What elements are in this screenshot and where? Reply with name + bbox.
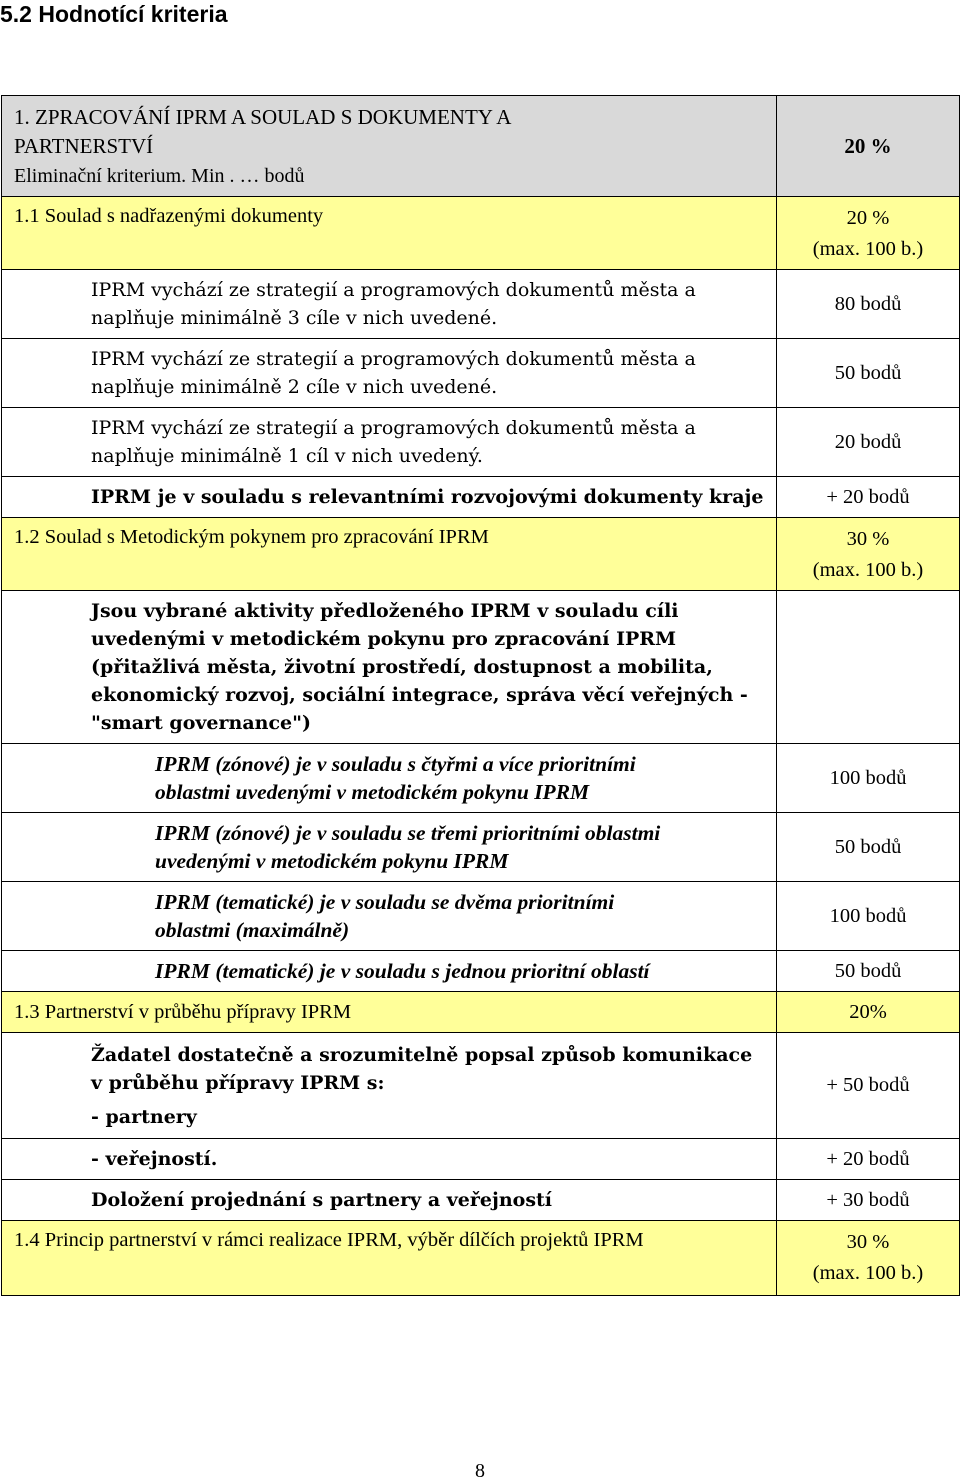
criterion-points: 50 bodů (777, 813, 960, 882)
section-1-2-max: (max. 100 b.) (812, 559, 924, 581)
criteria-table (1, 95, 960, 1296)
criterion-intro-text: (přitažlivá města, životní prostředí, dostupnost a mobilita, (91, 656, 713, 678)
page-number: 8 (475, 1460, 485, 1482)
criterion-text: Doložení projednání s partnery a veřejností (91, 1189, 553, 1211)
criteria-title-line2: PARTNERSTVÍ (14, 134, 154, 158)
criterion-row (2, 270, 960, 339)
criterion-row (2, 882, 960, 951)
criterion-text: naplňuje minimálně 3 cíle v nich uvedené. (91, 307, 498, 329)
section-1-4-max: (max. 100 b.) (812, 1262, 924, 1284)
criterion-intro-text: uvedenými v metodickém pokynu pro zpracování IPRM (91, 628, 677, 650)
criterion-text: - veřejností. (91, 1148, 218, 1170)
criterion-text: oblastmi (maximálně) (155, 918, 350, 942)
criterion-points: + 30 bodů (777, 1180, 960, 1221)
criteria-weight: 20 % (777, 96, 960, 197)
criterion-text: IPRM je v souladu s relevantními rozvojovými dokumenty kraje (91, 486, 764, 508)
section-1-1-max: (max. 100 b.) (812, 238, 924, 260)
criterion-intro-text: v průběhu přípravy IPRM s: (91, 1071, 385, 1094)
criterion-text: IPRM (tematické) je v souladu s jednou prioritní oblastí (155, 959, 650, 983)
criterion-intro-text: Žadatel dostatečně a srozumitelně popsal způsob komunikace (91, 1043, 753, 1066)
criterion-text: uvedenými v metodickém pokynu IPRM (155, 849, 509, 873)
section-1-2-weight: 30 % (846, 528, 890, 550)
criterion-text: IPRM (zónové) je v souladu se třemi prioritními oblastmi (155, 821, 661, 845)
criterion-text: IPRM vychází ze strategií a programových dokumentů města a (91, 279, 696, 301)
elimination-note: Eliminační kriterium. Min . … bodů (14, 165, 305, 187)
criterion-points: + 50 bodů (777, 1033, 960, 1139)
criterion-row (2, 1139, 960, 1180)
section-1-1-title: 1.1 Soulad s nadřazenými dokumenty (14, 205, 324, 227)
section-1-4-weight: 30 % (846, 1231, 890, 1253)
criterion-points: 100 bodů (777, 744, 960, 813)
criterion-intro-row (2, 591, 960, 744)
criterion-text: IPRM vychází ze strategií a programových dokumentů města a (91, 417, 696, 439)
section-1-1-weight: 20 % (846, 207, 890, 229)
criterion-row (2, 477, 960, 518)
criterion-row (2, 408, 960, 477)
section-1-1-row (2, 197, 960, 270)
criterion-row (2, 744, 960, 813)
criterion-points: 80 bodů (777, 270, 960, 339)
section-1-3-weight: 20% (777, 992, 960, 1033)
section-1-2-row (2, 518, 960, 591)
criterion-row (2, 951, 960, 992)
criterion-text: naplňuje minimálně 2 cíle v nich uvedené. (91, 376, 498, 398)
criterion-text: naplňuje minimálně 1 cíl v nich uvedený. (91, 445, 483, 467)
criteria-header-cell (2, 96, 777, 197)
criterion-row (2, 813, 960, 882)
criterion-points: 50 bodů (777, 339, 960, 408)
section-1-4-title: 1.4 Princip partnerství v rámci realizace IPRM, výběr dílčích projektů IPRM (14, 1229, 644, 1251)
criterion-intro-text: Jsou vybrané aktivity předloženého IPRM v souladu cíli (91, 600, 679, 622)
empty-points-cell (777, 591, 960, 744)
criterion-intro-text: ekonomický rozvoj, sociální integrace, správa věcí veřejných - (91, 684, 748, 706)
criterion-intro-text: "smart governance") (91, 712, 311, 734)
section-1-4-row (2, 1221, 960, 1296)
criterion-row (2, 1180, 960, 1221)
criteria-title-line1: 1. ZPRACOVÁNÍ IPRM A SOULAD S DOKUMENTY A (14, 105, 512, 129)
criterion-points: + 20 bodů (777, 477, 960, 518)
criterion-points: 20 bodů (777, 408, 960, 477)
criterion-text: IPRM vychází ze strategií a programových dokumentů města a (91, 348, 696, 370)
criterion-points: + 20 bodů (777, 1139, 960, 1180)
section-1-3-title: 1.3 Partnerství v průběhu přípravy IPRM (14, 1000, 352, 1023)
criterion-text: - partnery (91, 1105, 197, 1128)
section-1-2-title: 1.2 Soulad s Metodickým pokynem pro zpracování IPRM (14, 526, 489, 548)
criteria-header-row (2, 96, 960, 197)
criterion-points: 100 bodů (777, 882, 960, 951)
criterion-text: IPRM (tematické) je v souladu se dvěma prioritními (155, 890, 615, 914)
criterion-points: 50 bodů (777, 951, 960, 992)
criterion-row (2, 1033, 960, 1139)
criterion-text: oblastmi uvedenými v metodickém pokynu IPRM (155, 780, 590, 804)
page-title: 5.2 Hodnotící kriteria (0, 1, 228, 27)
criterion-row (2, 339, 960, 408)
criterion-text: IPRM (zónové) je v souladu s čtyřmi a více prioritními (155, 752, 636, 776)
section-1-3-row (2, 992, 960, 1033)
